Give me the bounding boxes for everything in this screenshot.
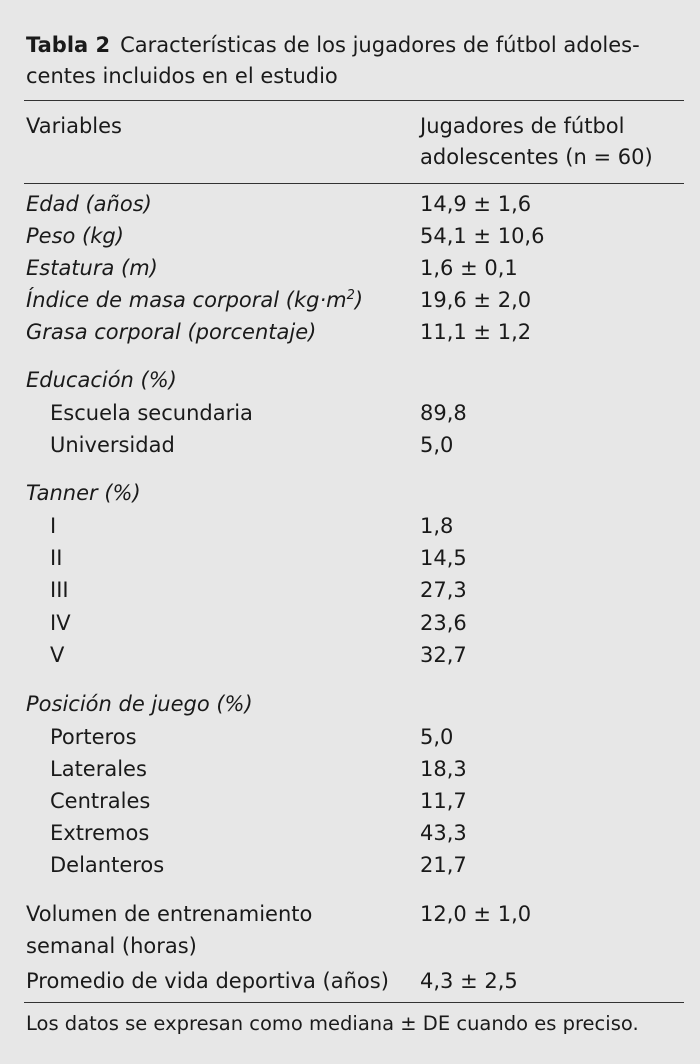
row-label: Universidad xyxy=(50,433,175,457)
row-value: 14,5 xyxy=(420,546,467,570)
row-value: 19,6 ± 2,0 xyxy=(420,288,532,312)
header-group xyxy=(420,111,653,173)
row-value: 5,0 xyxy=(420,725,454,749)
row-value: 11,1 ± 1,2 xyxy=(420,320,532,344)
row-label: Índice de masa corporal $(kg\cdot m^2)$ xyxy=(26,288,364,312)
section-heading xyxy=(10,481,690,513)
table-row xyxy=(10,969,690,1001)
row-label: Escuela secundaria xyxy=(50,401,253,425)
bottom-rule xyxy=(24,1002,684,1003)
caption-line-1: Características de los jugadores de fútbol adoles- xyxy=(120,33,640,57)
table-row xyxy=(10,578,690,610)
row-label: II xyxy=(50,546,63,570)
table-row xyxy=(10,401,690,433)
table-footnote: Los datos se expresan como mediana ± DE cuando es preciso. xyxy=(26,1012,639,1035)
section-label: Educación (%) xyxy=(26,368,177,392)
table-row xyxy=(10,514,690,546)
row-value: 4,3 ± 2,5 xyxy=(420,969,518,993)
row-value: 54,1 ± 10,6 xyxy=(420,224,545,248)
row-label-training-volume: Volumen de entrenamiento semanal (horas) xyxy=(26,902,313,958)
row-value: 27,3 xyxy=(420,578,467,602)
row-value: 12,0 ± 1,0 xyxy=(420,902,532,926)
section-label: Posición de juego (%) xyxy=(26,692,253,716)
table-row xyxy=(10,853,690,885)
header-rule xyxy=(24,183,684,184)
caption-label: Tabla 2 xyxy=(26,33,111,57)
row-label: III xyxy=(50,578,69,602)
header-variables: Variables xyxy=(26,114,122,138)
table-caption xyxy=(26,30,676,92)
row-value: 32,7 xyxy=(420,643,467,667)
header-group-line-2: adolescentes (n = 60) xyxy=(420,145,653,169)
row-label: Estatura (m) xyxy=(26,256,158,280)
table-row xyxy=(10,192,690,224)
row-value: 23,6 xyxy=(420,611,467,635)
row-label: Grasa corporal (porcentaje) xyxy=(26,320,317,344)
top-rule xyxy=(24,100,684,101)
row-value: 18,3 xyxy=(420,757,467,781)
row-value: 43,3 xyxy=(420,821,467,845)
table-row xyxy=(10,320,690,352)
table-row xyxy=(10,757,690,789)
row-label: Laterales xyxy=(50,757,147,781)
row-label: Promedio de vida deportiva (años) xyxy=(26,969,389,993)
caption-line-2: centes incluidos en el estudio xyxy=(26,64,338,88)
table-row xyxy=(10,611,690,643)
row-value: 14,9 ± 1,6 xyxy=(420,192,532,216)
row-value: 11,7 xyxy=(420,789,467,813)
row-label: Edad (años) xyxy=(26,192,152,216)
table-row xyxy=(10,546,690,578)
table-row xyxy=(10,224,690,256)
row-value: 1,8 xyxy=(420,514,454,538)
row-value: 1,6 ± 0,1 xyxy=(420,256,518,280)
section-heading xyxy=(10,368,690,400)
table-row xyxy=(10,789,690,821)
table-row xyxy=(10,821,690,853)
table-row xyxy=(10,433,690,465)
row-label: Peso (kg) xyxy=(26,224,124,248)
table-row xyxy=(10,643,690,675)
table-panel xyxy=(10,0,690,1056)
row-label: IV xyxy=(50,611,71,635)
row-label: Extremos xyxy=(50,821,150,845)
row-label: I xyxy=(50,514,57,538)
table-row xyxy=(10,256,690,288)
row-label: Delanteros xyxy=(50,853,165,877)
table-row xyxy=(10,288,690,320)
header-group-line-1: Jugadores de fútbol xyxy=(420,114,625,138)
row-value: 89,8 xyxy=(420,401,467,425)
row-value: 21,7 xyxy=(420,853,467,877)
row-label: V xyxy=(50,643,65,667)
section-heading xyxy=(10,692,690,724)
section-label: Tanner (%) xyxy=(26,481,141,505)
row-label: Porteros xyxy=(50,725,137,749)
table-row xyxy=(10,725,690,757)
row-value: 5,0 xyxy=(420,433,454,457)
row-label: Centrales xyxy=(50,789,151,813)
